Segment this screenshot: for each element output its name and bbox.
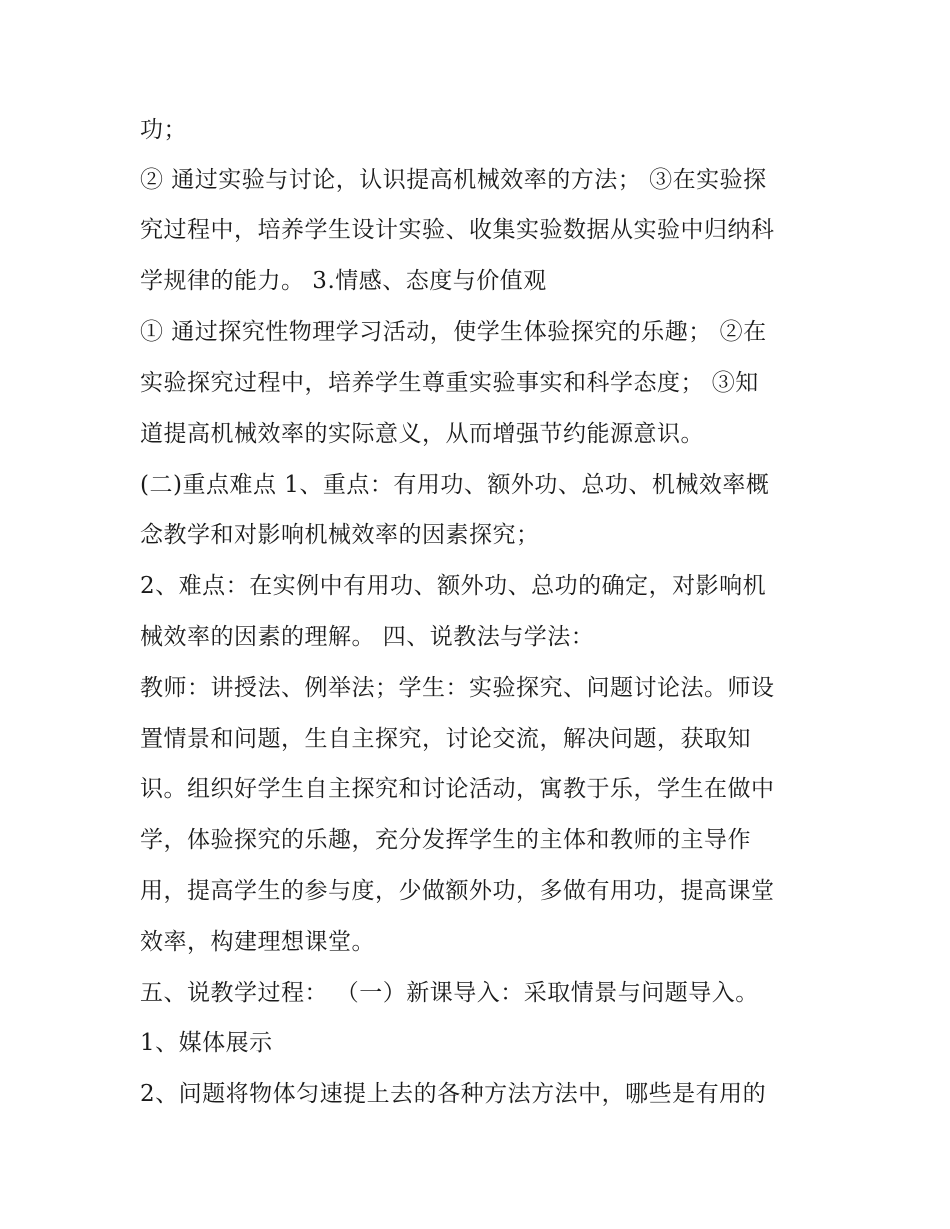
text-line: 道提高机械效率的实际意义，从而增强节约能源意识。 <box>140 421 704 447</box>
text-line: 效率，构建理想课堂。 <box>140 929 375 955</box>
text-line: 置情景和问题，生自主探究，讨论交流，解决问题，获取知 <box>140 726 751 752</box>
text-line: 识。组织好学生自主探究和讨论活动，寓教于乐，学生在做中 <box>140 776 775 802</box>
text-line: 2、问题将物体匀速提上去的各种方法方法中，哪些是有用的 <box>140 1081 767 1107</box>
text-line: 究过程中，培养学生设计实验、收集实验数据从实验中归纳科 <box>140 217 775 243</box>
text-line: 械效率的因素的理解。 四、说教法与学法： <box>140 624 595 650</box>
text-line: 1、媒体展示 <box>140 1030 273 1056</box>
text-line: 学，体验探究的乐趣，充分发挥学生的主体和教师的主导作 <box>140 827 751 853</box>
text-line: 2、难点：在实例中有用功、额外功、总功的确定，对影响机 <box>140 573 767 599</box>
text-line: (二)重点难点 1、重点：有用功、额外功、总功、机械效率概 <box>140 472 770 498</box>
text-line: ② 通过实验与讨论，认识提高机械效率的方法； ③在实验探 <box>140 167 767 193</box>
text-line: 功； <box>140 117 187 143</box>
text-line: 教师：讲授法、例举法；学生：实验探究、问题讨论法。师设 <box>140 675 775 701</box>
text-line: ① 通过探究性物理学习活动，使学生体验探究的乐趣； ②在 <box>140 319 767 345</box>
text-line: 五、说教学过程： （一）新课导入：采取情景与问题导入。 <box>140 980 759 1006</box>
text-line: 念教学和对影响机械效率的因素探究； <box>140 522 540 548</box>
text-line: 学规律的能力。 3.情感、态度与价值观 <box>140 268 547 294</box>
text-line: 用，提高学生的参与度，少做额外功，多做有用功，提高课堂 <box>140 878 775 904</box>
text-line: 实验探究过程中，培养学生尊重实验事实和科学态度； ③知 <box>140 370 759 396</box>
